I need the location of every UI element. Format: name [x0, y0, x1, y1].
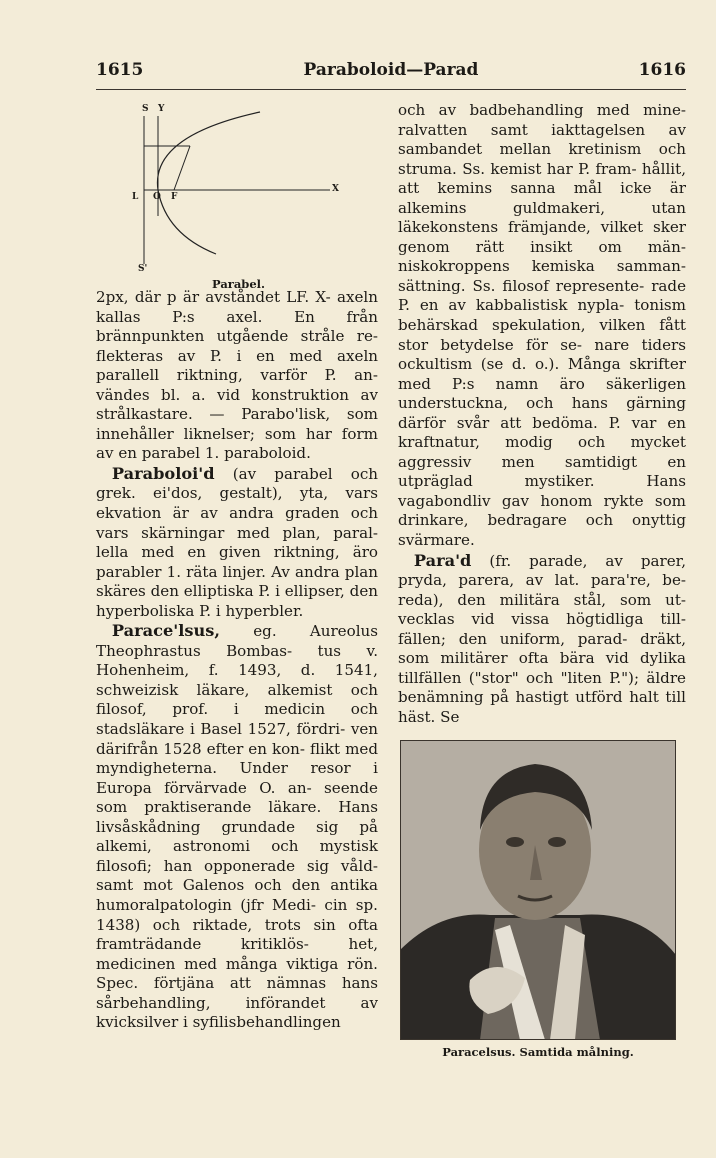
text-line: cin sp. 1438) och riktade, trots	[96, 895, 378, 934]
page-number-left: 1615	[96, 60, 144, 80]
page-number-right: 1616	[638, 60, 686, 80]
parabola-figure	[120, 104, 360, 274]
portrait-image	[400, 740, 676, 1040]
text-line: Många skrifter med P:s namn äro	[398, 355, 686, 393]
text-line: svärmare.	[398, 531, 475, 550]
running-header	[96, 60, 686, 84]
headword-paraboloid: Paraboloi'd	[111, 463, 215, 483]
text-line: pryda, parera, av lat. para're, be-	[398, 571, 686, 590]
headword-parad: Para'd	[413, 550, 472, 570]
text-line: flekteras av P. i en med axeln	[96, 346, 378, 365]
text-line: lella med en given riktning, äro	[96, 543, 378, 562]
entry-parad	[398, 551, 686, 728]
text-line: dräkt, som militärer ofta bära	[398, 629, 686, 668]
portrait-caption: Paracelsus. Samtida målning.	[442, 1045, 634, 1059]
text-line: Theophrastus Bombas-	[96, 641, 293, 660]
paracelsus-portrait	[400, 740, 676, 1040]
entry-paracelsus	[96, 621, 378, 1032]
left-column	[96, 288, 378, 1033]
text-line: plan skäres den elliptiska P.	[96, 562, 378, 601]
text-line: på alkemi, astronomi och mystisk	[96, 817, 378, 856]
text-line: som innehåller liknelser; som har	[96, 405, 378, 443]
text-line: fällen; den uniform, parad-	[398, 629, 628, 648]
text-line: hållit, att kemins sanna mål icke	[398, 159, 686, 198]
text-line: flikt med myndigheterna. Under	[96, 739, 378, 778]
text-line: niskokroppens kemiska samman-	[398, 257, 686, 276]
text-line: resor i Europa förvärvade O. an-	[96, 759, 378, 797]
text-line: 2px, där p är avståndet LF. X-	[96, 288, 331, 306]
text-line: mycket aggressiv men samtidigt	[398, 433, 686, 471]
text-line: hans sårbehandling, införandet av	[96, 974, 378, 1012]
text-line: vecklas vid vissa högtidliga till-	[398, 610, 686, 629]
text-line: P. var en kraftnatur, modig och	[398, 413, 686, 452]
text-line: filosofi; han opponerade sig våld-	[96, 856, 378, 875]
label-o: O	[153, 192, 161, 202]
text-line: P. i hyperbler.	[199, 601, 304, 620]
text-line: parallell riktning, varför P. an-	[96, 366, 378, 385]
text-line: vars skärningar med plan, paral-	[96, 523, 378, 542]
text-line: nare tiders ockultism (se d. o.).	[398, 335, 686, 374]
text-line: sker genom rätt insikt om män-	[398, 218, 686, 256]
text-line: axeln kallas P:s axel. En från	[96, 288, 378, 326]
text-line: en utpräglad mystiker. Hans	[398, 452, 686, 491]
text-line: reda), den militära stål, som ut-	[398, 590, 686, 609]
label-s: S	[142, 104, 149, 114]
text-line: läkekonstens främjande, vilket	[398, 218, 644, 237]
header-rule	[96, 89, 686, 90]
text-line: rön. Spec. förtjäna att nämnas	[96, 954, 378, 993]
text-line: 1541, schweizisk läkare, alkemist	[96, 661, 378, 699]
text-line: ekvation är av andra graden och	[96, 504, 378, 523]
text-line: kvicksilver i syfilisbehandlingen	[96, 1013, 341, 1032]
text-line: eg. Aureolus	[253, 622, 378, 641]
header-title: Paraboloid—Parad	[303, 60, 479, 80]
text-line: hastigt utförd halt till häst. Se	[398, 688, 686, 726]
text-line: strålkastare. — Parabo'lisk,	[96, 405, 331, 424]
right-text-paragraph	[398, 101, 686, 551]
text-line: grek. ei'dos, gestalt), yta, vars	[96, 484, 378, 503]
text-line: rade P. en av kabbalistisk nypla-	[398, 276, 686, 315]
text-line: parabler 1. räta linjer. Av andra	[96, 562, 340, 581]
text-line: ven därifrån 1528 efter en kon-	[96, 720, 378, 758]
text-line: säkerligen understuckna, och hans	[398, 374, 686, 413]
text-line: tus v. Hohenheim, f. 1493, d.	[96, 641, 378, 680]
entry-paraboloid	[96, 464, 378, 621]
left-text-paragraph	[96, 288, 378, 464]
text-line: vilken fått stor betydelse för se-	[398, 316, 686, 354]
text-line: är alkemins guldmakeri, utan	[398, 179, 686, 217]
text-line: (av parabel och	[232, 464, 378, 483]
text-line: i ellipser, den hyperboliska	[96, 582, 378, 620]
right-column	[398, 101, 686, 728]
label-s-prime: S'	[138, 264, 148, 274]
text-line: sättning. Ss. filosof represente-	[398, 276, 645, 295]
text-line: form av en parabel 1. paraboloid.	[96, 424, 378, 463]
parabola-diagram	[120, 104, 360, 274]
text-line: sin ofta framträdande kritiklös-	[96, 915, 378, 954]
text-line: och av badbehandling med mine-	[398, 101, 686, 119]
label-f: F	[171, 192, 178, 202]
text-line: stadsläkare i Basel 1527, fördri-	[96, 720, 346, 739]
text-line: vändes bl. a. vid konstruktion av	[96, 385, 378, 404]
text-line: humoralpatologin (jfr Medi-	[96, 895, 316, 914]
text-line: samt mot Galenos och den antika	[96, 876, 378, 895]
text-line: (fr. parade, av parer,	[489, 551, 686, 570]
label-y: Y	[158, 104, 165, 114]
text-line: gärning därför svår att bedöma.	[398, 394, 686, 432]
text-line: sambandet mellan kretinism och	[398, 140, 686, 159]
text-line: tonism behärskad spekulation,	[398, 296, 686, 335]
focal-ray-line	[174, 146, 190, 190]
text-line: struma. Ss. kemist har P. fram-	[398, 159, 637, 178]
label-l: L	[132, 192, 139, 202]
text-line: brännpunkten utgående stråle re-	[96, 327, 378, 346]
text-line: seende som praktiserande läkare.	[96, 778, 378, 817]
text-line: Hans livsåskådning grundade sig	[96, 798, 378, 836]
headword-paracelsus: Parace'lsus,	[111, 621, 220, 641]
text-line: och filosof, prof. i medicin och	[96, 680, 378, 719]
text-line: vagabondliv gav honom rykte som	[398, 491, 686, 510]
text-line: drinkare, bedragare och onyttig	[398, 511, 686, 530]
text-line: het, medicinen med många viktiga	[96, 935, 378, 973]
label-x: X	[332, 184, 339, 194]
text-line: "liten P."); äldre benämning på	[398, 668, 686, 707]
text-line: ralvatten samt iakttagelsen av	[398, 120, 686, 139]
parabola-curve	[157, 112, 260, 254]
diagram-caption: Parabel.	[212, 277, 266, 291]
text-line: vid dylika tillfällen ("stor" och	[398, 649, 686, 687]
